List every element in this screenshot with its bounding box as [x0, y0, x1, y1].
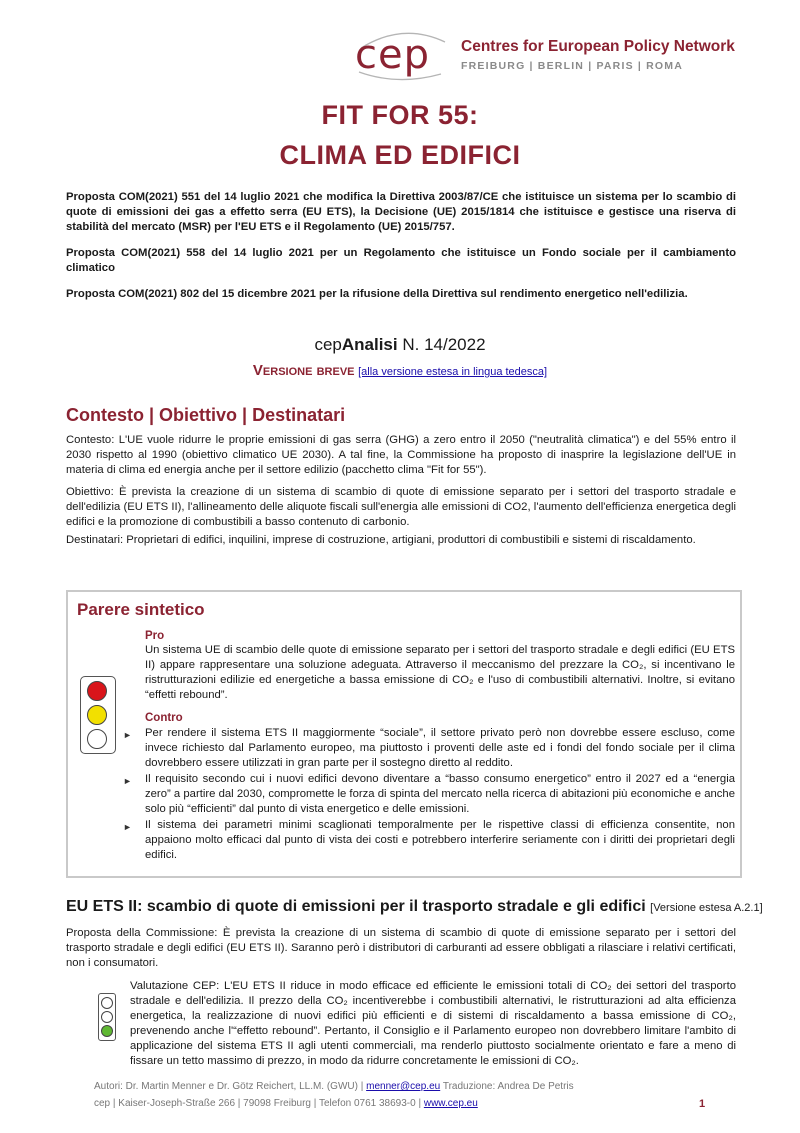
cep-assessment-text: Valutazione CEP: L'EU ETS II riduce in modo efficace ed efficiente le emissioni totali di CO₂ dei settori del trasporto stradale e dell'edilizia. Il prezzo della CO₂ incentiverebbe i combustibili alternativi, le ristrutturazioni ad alta efficienza energetica, la realizzazione di nuovi edifici più efficienti e di sistemi di riscaldamento a bassa emissione di CO₂, prevenendo anche l'“effetto rebound”. Pertanto, il Consiglio e il Parlamento europeo non dovrebbero limitare l'ambito di applicazione del sistema ETS II agli utenti commerciali, ma renderlo piuttosto socialmente orientato e fare a meno di fissare un tetto massimo di prezzo, in modo da ridurre concretamente le emissioni di CO₂.	[130, 980, 736, 1067]
long-version-link[interactable]: [alla versione estesa in lingua tedesca]	[358, 366, 548, 378]
page-number: 1	[699, 1098, 706, 1110]
pro-text: Un sistema UE di scambio delle quote di emissione separato per i settori del trasporto stradale e degli edifici (EU ETS II) appare rappresentare una soluzione adeguata. Attraverso il meccanismo del prezzare la CO₂, si incentivano le ristrutturazioni edilizie ed energetiche a bassa emissione di CO₂ e l'uso di combustibili alternativi. Inoltre, si evitano “effetti rebound”.	[145, 644, 735, 701]
translation-text: Traduzione: Andrea De Petris	[442, 1081, 574, 1092]
bullet-icon: ►	[123, 730, 132, 740]
commission-proposal-text: Proposta della Commissione: È prevista la creazione di un sistema di scambio di quote di emissione separato per i settori del trasporto stradale e degli edifici (EU ETS II). Saranno però i distributori di carburanti ad essere obbligati a rilasciare i relativi certificati, non i consumatori.	[66, 927, 736, 969]
proposal-2: Proposta COM(2021) 558 del 14 luglio 2021 per un Regolamento che istituisce un Fondo sociale per il cambiamento climatico	[66, 247, 736, 274]
contra-item-3: Il sistema dei parametri minimi scaglionati temporalmente per le rispettive classi di efficienza consentite, non appaiono molto efficaci dal punto di vista dei costi e potrebbero interferire seriamente con i diritti dei proprietari degli edifici.	[145, 819, 735, 861]
proposal-1: Proposta COM(2021) 551 del 14 luglio 2021 che modifica la Direttiva 2003/87/CE che istituisce un sistema per lo scambio di quote di emissioni dei gas a effetto serra (EU ETS), la Decisione (UE) 2015/1814 che istituisce e gestisce una riserva di stabilità del mercato (MSR) per l'EU ETS e il Regolamento (UE) 2015/757.	[66, 191, 736, 233]
opinion-title: Parere sintetico	[77, 600, 205, 619]
off-light-icon	[101, 1011, 113, 1023]
red-light-icon	[87, 681, 107, 701]
traffic-light-icon	[80, 676, 116, 754]
footer-authors	[94, 1081, 574, 1092]
logo-text: cep	[355, 32, 430, 78]
off-light-icon	[87, 729, 107, 749]
green-traffic-light-icon	[98, 993, 116, 1041]
contra-item-1: Per rendere il sistema ETS II maggiormente “sociale”, il settore privato però non dovrebbe essere escluso, come invece richiesto dal Parlamento europeo, ma piuttosto i proventi delle aste ed i fondi del fondo sociale per il clima dovrebbero essere utilizzati in gran parte per il sostegno diretto al reddito.	[145, 727, 735, 769]
section-ref: [Versione estesa A.2.1]	[650, 902, 763, 914]
title-line-1: FIT FOR 55:	[321, 100, 479, 130]
analysis-id: N. 14/2022	[397, 335, 486, 354]
version-line	[0, 362, 800, 379]
version-label: Versione breve	[252, 362, 355, 379]
pro-label: Pro	[145, 630, 165, 642]
context-text: Contesto: L'UE vuole ridurre le proprie emissioni di gas serra (GHG) a zero entro il 2050 ("neutralità climatica") e del 55% entro il 2030 rispetto al 1990 (obiettivo climatico UE 2030). A tal fine, la Commissione ha proposto di inasprire la legislazione dell'UE in materia di clima ed energia anche per il settore edilizio (pacchetto clima "Fit for 55").	[66, 434, 736, 476]
brand-prefix: cep	[314, 335, 342, 354]
address-text: cep | Kaiser-Joseph-Straße 266 | 79098 Freiburg | Telefon 0761 38693-0 |	[94, 1098, 422, 1109]
addressees-text: Destinatari: Proprietari di edifici, inquilini, imprese di costruzione, artigiani, produttori di combustibili e sistemi di riscaldamento.	[66, 534, 696, 546]
bullet-icon: ►	[123, 822, 132, 832]
bullet-icon: ►	[123, 776, 132, 786]
org-cities: FREIBURG | BERLIN | PARIS | ROMA	[461, 60, 684, 72]
email-link[interactable]: menner@cep.eu	[366, 1081, 441, 1092]
off-light-icon	[101, 997, 113, 1009]
proposal-3: Proposta COM(2021) 802 del 15 dicembre 2021 per la rifusione della Direttiva sul rendimento energetico nell'edilizia.	[66, 288, 688, 300]
authors-text: Autori: Dr. Martin Menner e Dr. Götz Reichert, LL.M. (GWU) |	[94, 1081, 364, 1092]
org-name: Centres for European Policy Network	[461, 38, 735, 55]
opinion-box	[66, 590, 742, 878]
title-line-2: CLIMA ED EDIFICI	[279, 140, 521, 170]
objective-text: Obiettivo: È prevista la creazione di un sistema di scambio di quote di emissione separato per i settori del trasporto stradale e dell'edilizia (EU ETS II), l'allineamento delle aliquote fiscali sull'energia alle emissioni di CO2, l'aumento dell'efficienza energetica degli edifici e la promozione di combustibili a basso contenuto di carbonio.	[66, 486, 736, 528]
website-link[interactable]: www.cep.eu	[423, 1098, 478, 1109]
yellow-light-icon	[87, 705, 107, 725]
contra-label: Contro	[145, 712, 183, 724]
section-heading-ets2	[66, 898, 763, 916]
section-heading-text: EU ETS II: scambio di quote di emissioni per il trasporto stradale e gli edifici	[66, 898, 646, 915]
green-light-icon	[101, 1025, 113, 1037]
brand-name: Analisi	[341, 335, 398, 354]
analysis-number	[0, 335, 800, 355]
cep-logo	[355, 30, 735, 85]
section-heading-context: Contesto | Obiettivo | Destinatari	[66, 405, 346, 425]
footer-address	[94, 1098, 478, 1109]
contra-item-2: Il requisito secondo cui i nuovi edifici devono diventare a “basso consumo energetico” entro il 2027 ed a “energia zero” a partire dal 2030, compromette le forza di spinta del mercato nella ricerca di abitazioni più economiche e anche solo più “efficienti” dal punto di vista energetico e delle emissioni.	[145, 773, 735, 815]
